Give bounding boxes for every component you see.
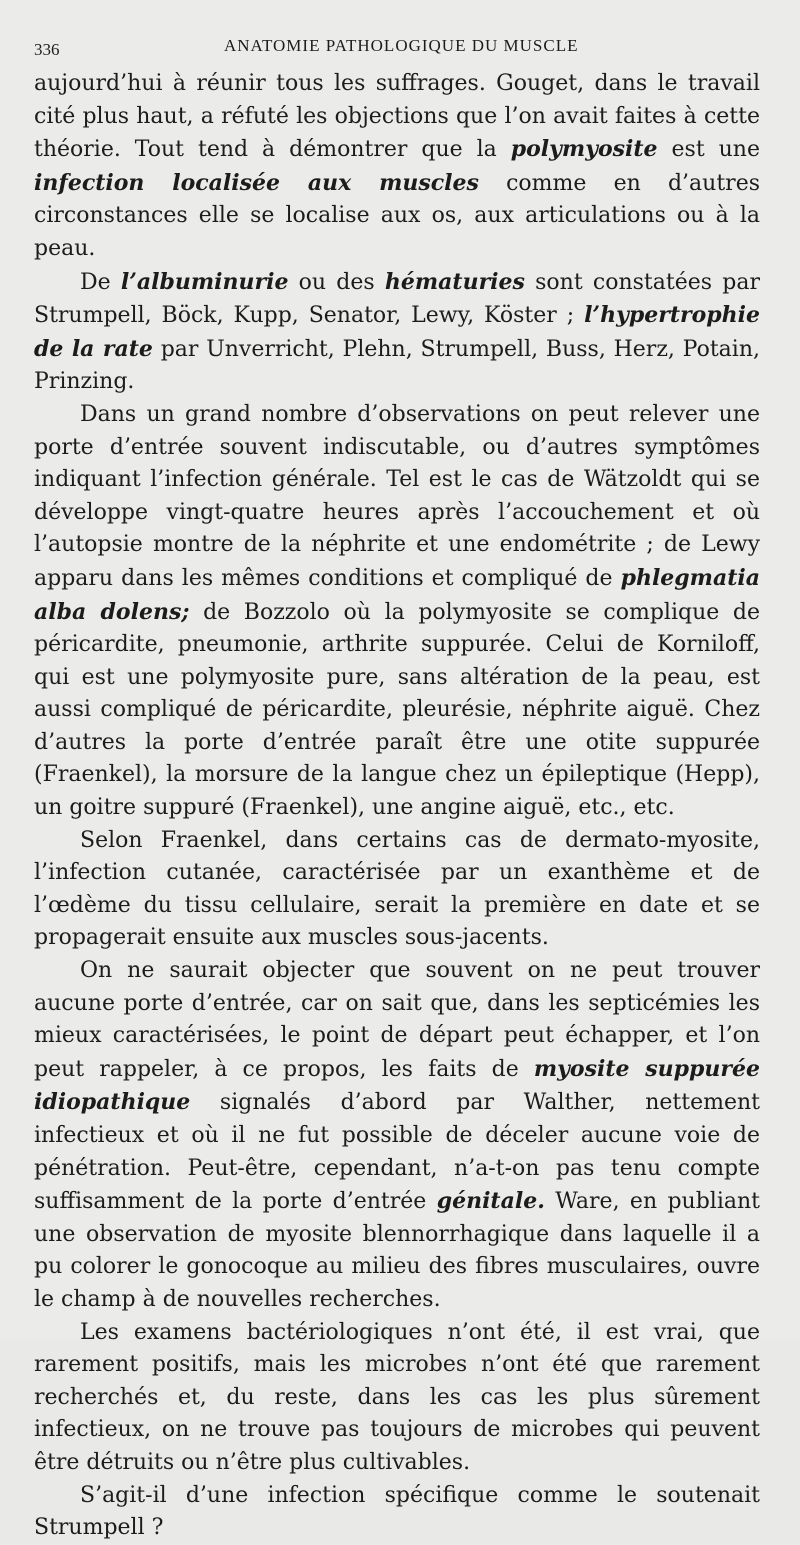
italic-text: polymyosite <box>510 136 658 163</box>
text-run: ou des <box>288 269 385 295</box>
paragraph <box>34 266 760 399</box>
italic-text: hématuries <box>384 268 525 295</box>
text-run: comme en d’autres circonstances elle se localise aux os, aux articulations ou à la peau. <box>34 170 760 261</box>
italic-text: phlegmatia alba dolens; <box>34 564 760 625</box>
paragraph <box>34 955 760 1317</box>
italic-text: l’hypertrophie de la rate <box>34 302 760 362</box>
text-run: de Bozzolo où la polymyosite se complique de péricardite, pneumonie, arthrite suppurée. Celui de Korniloff, qui est une polymyosite pure, sans altération de la peau, est aussi compliqué de péricardite, pleurésie, néphrite aiguë. Chez d’autres la porte d’entrée paraît être une otite suppurée (Fraenkel), la morsure de la langue chez un épileptique (Hepp), un goitre suppuré (Fraenkel), une angine aiguë, etc., etc. <box>34 599 760 821</box>
text-run: aujourd’hui à réunir tous les suffrages. Gouget, dans le travail cité plus haut, a réfuté les objections que l’on avait faites à cette théorie. Tout tend à démontrer que la <box>34 71 760 163</box>
text-run: signalés d’abord par Walther, nettement infectieux et où il ne fut possible de déceler aucune voie de pénétration. Peut-être, cependant, n’a-t-on pas tenu compte suffisamment de la porte d’entrée <box>34 1090 760 1215</box>
text-run: est une <box>657 137 760 163</box>
paragraph <box>34 399 760 825</box>
paragraph <box>34 825 760 955</box>
italic-text: génitale. <box>436 1188 545 1215</box>
text-run: Les examens bactériologiques n’ont été, il est vrai, que rarement positifs, mais les microbes n’ont été que rarement recherchés et, du reste, dans les cas les plus sûrement infectieux, on ne trouve pas toujours de microbes qui peuvent être détruits ou n’être plus cultivables. <box>34 1319 760 1475</box>
text-run: De <box>80 269 121 295</box>
text-run: Selon Fraenkel, dans certains cas de dermato-myosite, l’infection cutanée, caractérisée par un exanthème et de l’œdème du tissu cellulaire, serait la première en date et se propagerait ensuite aux muscles sous-jacents. <box>34 827 760 951</box>
text-run: par Unverricht, Plehn, Strumpell, Buss, Herz, Potain, Prinzing. <box>34 336 760 395</box>
text-run: S’agit-il d’une infection spécifique comme le soutenait Strumpell ? <box>34 1482 760 1541</box>
paragraph <box>34 68 760 266</box>
body-text <box>34 68 760 1545</box>
italic-text: myosite suppurée idiopathique <box>34 1055 760 1116</box>
text-run: Dans un grand nombre d’observations on peut relever une porte d’entrée souvent indiscutable, ou d’autres symptômes indiquant l’infection générale. Tel est le cas de Wätzoldt qui se développe vingt-quatre heures après l’accouchement et où l’autopsie montre de la néphrite et une endométrite ; de Lewy apparu dans les mêmes conditions et compliqué de <box>34 401 760 591</box>
page-number: 336 <box>34 40 60 59</box>
text-run: Ware, en publiant une observation de myosite blennorrhagique dans laquelle il a pu colorer le gonocoque au milieu des fibres musculaires, ouvre le champ à de nouvelles recherches. <box>34 1189 760 1312</box>
paragraph <box>34 1480 760 1545</box>
paragraph <box>34 1317 760 1480</box>
running-head: ANATOMIE PATHOLOGIQUE DU MUSCLE <box>224 36 579 55</box>
italic-text: infection localisée aux muscles <box>34 169 479 196</box>
italic-text: l’albuminurie <box>120 268 289 295</box>
text-run: sont constatées par Strumpell, Böck, Kupp, Senator, Lewy, Köster ; <box>34 269 760 329</box>
text-run: On ne saurait objecter que souvent on ne peut trouver aucune porte d’entrée, car on sait que, dans les septicémies les mieux caractérisées, le point de départ peut échapper, et l’on peut rappeler, à ce propos, les faits de <box>34 958 760 1082</box>
page-header <box>34 34 760 64</box>
